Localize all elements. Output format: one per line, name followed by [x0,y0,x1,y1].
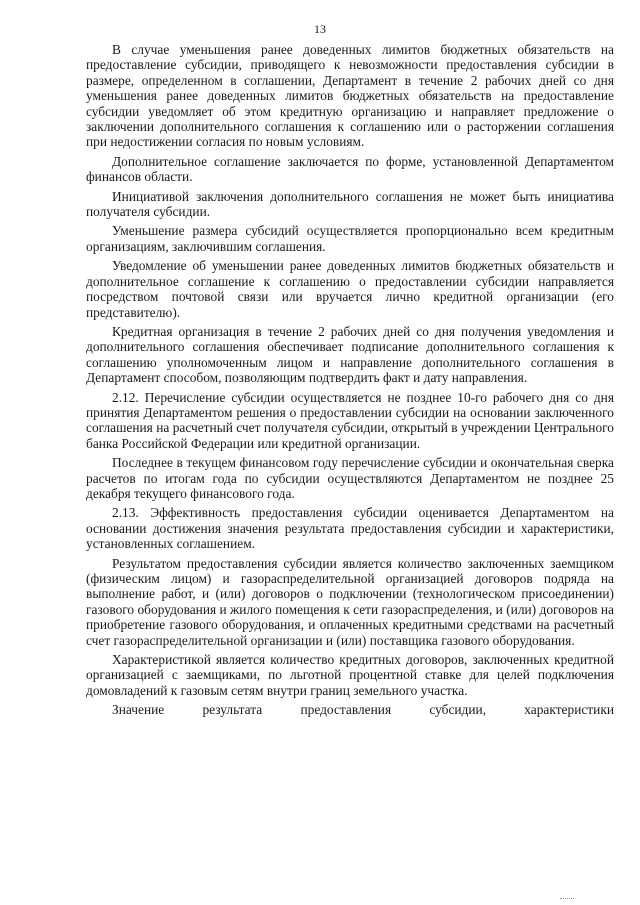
paragraph: 2.13. Эффективность предоставления субсидии оценивается Департаментом на основании достижения значения результата предоставления субсидии и характеристики, установленных соглашением. [86,505,614,552]
paragraph: Последнее в текущем финансовом году перечисление субсидии и окончательная сверка расчетов по итогам года по субсидии осуществляются Департаментом не позднее 25 декабря текущего финансового года. [86,455,614,501]
paragraph: 2.12. Перечисление субсидии осуществляется не позднее 10-го рабочего дня со дня принятия Департаментом решения о предоставлении субсидии на основании заключенного соглашения на расчетный счет получателя субсидии, открытый в учреждении Центрального банка Российской Федерации или кредитной организации. [86,389,614,451]
scan-mark [560,898,574,901]
paragraph: Дополнительное соглашение заключается по форме, установленной Департаментом финансов области. [86,153,614,185]
paragraph: Характеристикой является количество кредитных договоров, заключенных кредитной организацией с заемщиками, по льготной процентной ставке для целей подключения домовладений к газовым сетям внутри границ земельного участка. [86,652,614,698]
paragraph: Значение результата предоставления субсидии, характеристики [112,702,614,718]
paragraph: Результатом предоставления субсидии является количество заключенных заемщиком (физическим лицом) и газораспределительной организацией договоров подряда на выполнение работ, и (или) договоров о подключении (технологическом присоединении) газового оборудования и жилого помещения к сети газораспределения, и (или) договоров на приобретение газового оборудования, и оплаченных кредитными средствами на расчетный счет газораспределительной организации и (или) поставщика газового оборудования. [86,555,614,648]
paragraph: В случае уменьшения ранее доведенных лимитов бюджетных обязательств на предоставление субсидии, приводящего к невозможности предоставления субсидии в размере, определенном в соглашении, Департамент в течение 2 рабочих дней со дня уменьшения ранее доведенных лимитов бюджетных обязательств на предоставление субсидии уведомляет об этом кредитную организацию и направляет предложение о заключении дополнительного соглашения к соглашению или о расторжении соглашения при недостижении согласия по новым условиям. [86,42,614,150]
page-number: 13 [314,22,326,36]
paragraph: Уменьшение размера субсидий осуществляется пропорционально всем кредитным организациям, заключившим соглашения. [86,223,614,254]
document-body [86,42,614,722]
paragraph: Инициативой заключения дополнительного соглашения не может быть инициатива получателя субсидии. [86,188,614,220]
paragraph: Уведомление об уменьшении ранее доведенных лимитов бюджетных обязательств и дополнительное соглашение к соглашению о предоставлении субсидии направляется посредством почтовой связи или вручается лично кредитной организации (его представителю). [86,258,614,320]
paragraph: Кредитная организация в течение 2 рабочих дней со дня получения уведомления и дополнительного соглашения обеспечивает подписание дополнительного соглашения к соглашению уполномоченным лицом и направление дополнительного соглашения в Департамент способом, позволяющим подтвердить факт и дату направления. [86,323,614,386]
